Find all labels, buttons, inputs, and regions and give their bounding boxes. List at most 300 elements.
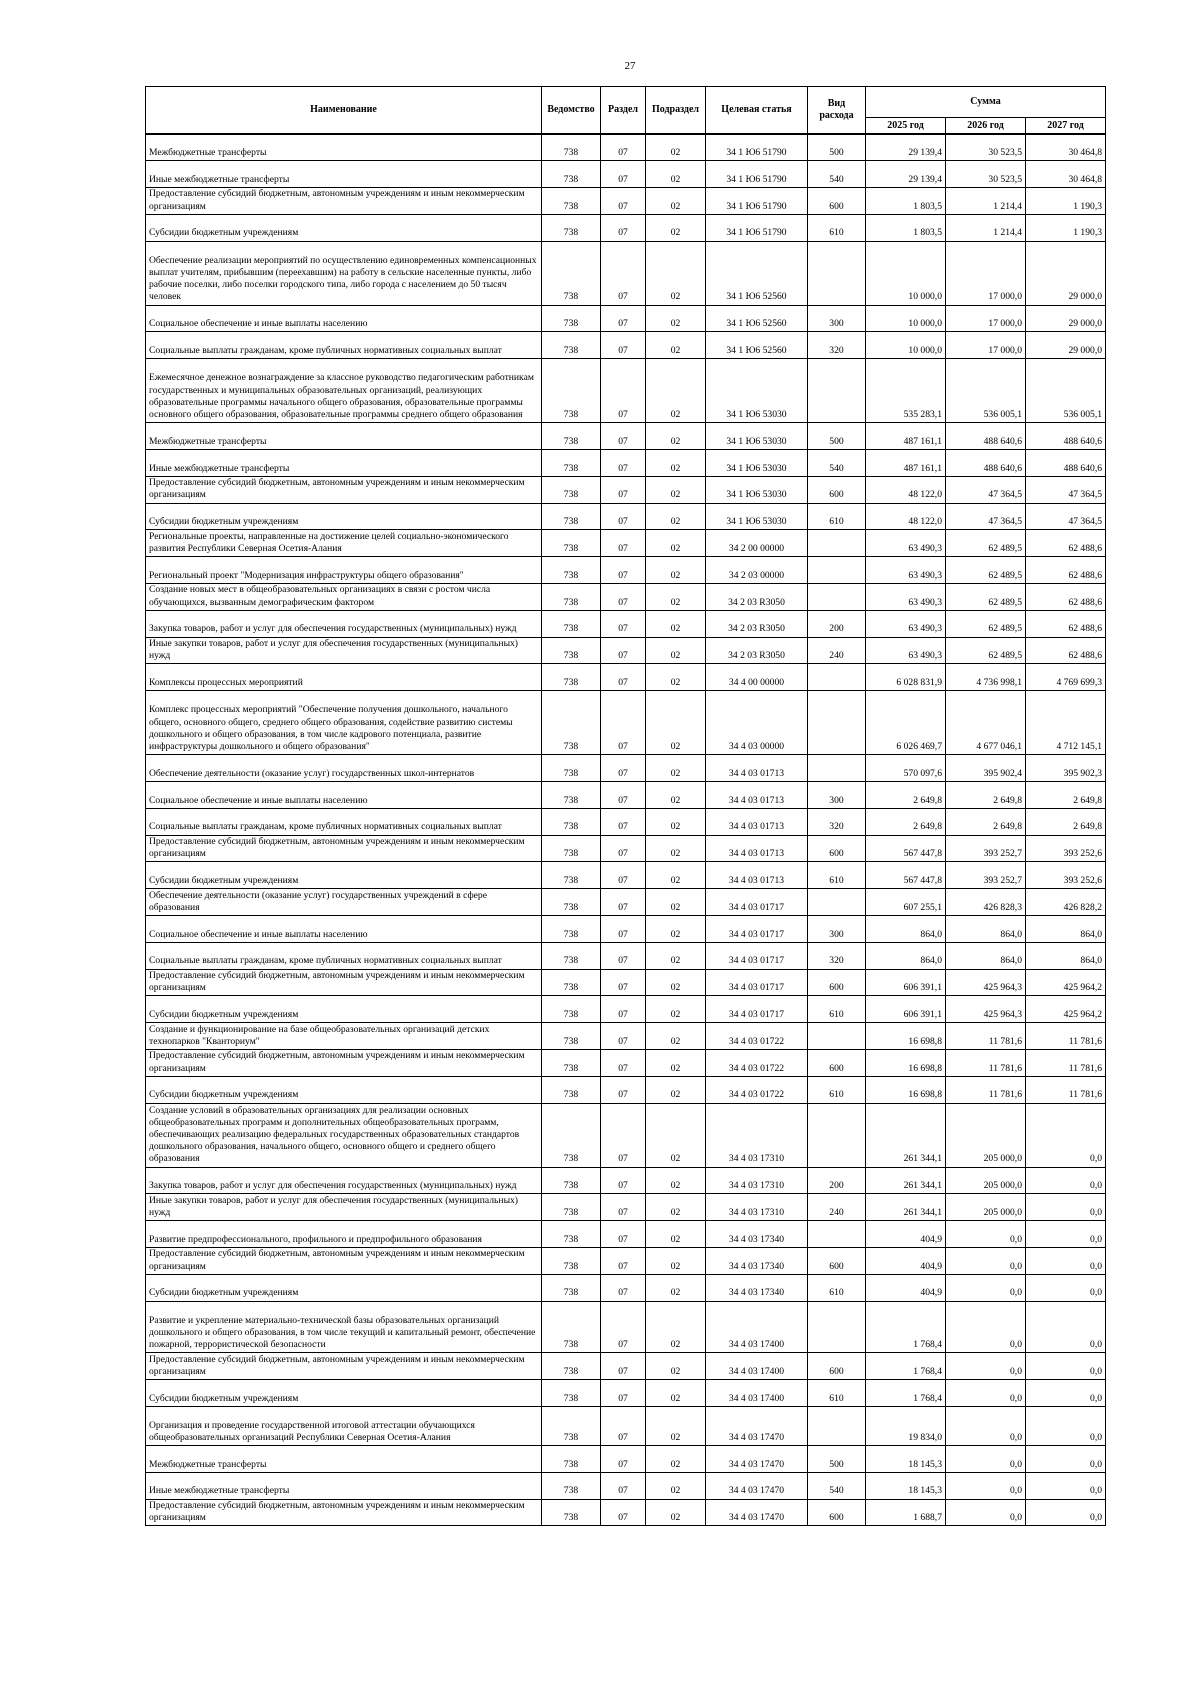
row-2027: 11 781,6 — [1026, 1050, 1106, 1077]
row-type: 600 — [808, 835, 866, 862]
row-name: Закупка товаров, работ и услуг для обеспечения государственных (муниципальных) нужд — [146, 1167, 542, 1194]
row-section: 07 — [601, 969, 646, 996]
row-2025: 2 649,8 — [866, 808, 946, 835]
row-2026: 0,0 — [946, 1221, 1026, 1248]
row-2025: 63 490,3 — [866, 557, 946, 584]
row-subsection: 02 — [646, 214, 706, 241]
row-2025: 2 649,8 — [866, 782, 946, 809]
row-name: Предоставление субсидий бюджетным, автономным учреждениям и иным некоммерческим организациям — [146, 1353, 542, 1380]
row-type: 540 — [808, 1472, 866, 1499]
row-subsection: 02 — [646, 916, 706, 943]
row-type — [808, 1301, 866, 1353]
row-name: Комплексы процессных мероприятий — [146, 664, 542, 691]
row-target: 34 4 03 01717 — [706, 889, 808, 916]
row-2026: 0,0 — [946, 1379, 1026, 1406]
row-section: 07 — [601, 996, 646, 1023]
row-section: 07 — [601, 188, 646, 215]
row-section: 07 — [601, 1301, 646, 1353]
row-2027: 4 769 699,3 — [1026, 664, 1106, 691]
row-target: 34 4 03 01722 — [706, 1076, 808, 1103]
row-2026: 0,0 — [946, 1406, 1026, 1445]
row-name: Предоставление субсидий бюджетным, автономным учреждениям и иным некоммерческим организациям — [146, 1248, 542, 1275]
row-2026: 30 523,5 — [946, 134, 1026, 161]
row-dept: 738 — [542, 503, 601, 530]
row-2025: 63 490,3 — [866, 584, 946, 611]
table-header — [146, 87, 1106, 135]
row-section: 07 — [601, 1023, 646, 1050]
table-row — [146, 1353, 1106, 1380]
row-section: 07 — [601, 835, 646, 862]
row-dept: 738 — [542, 214, 601, 241]
row-name: Развитие и укрепление материально-технической базы образовательных организаций дошкольного и общего образования, в том числе текущий и капитальный ремонт, обеспечение пожарной, террористической безопасности — [146, 1301, 542, 1353]
row-section: 07 — [601, 1248, 646, 1275]
row-name: Субсидии бюджетным учреждениям — [146, 214, 542, 241]
row-name: Развитие предпрофессионального, профильного и предпрофильного образования — [146, 1221, 542, 1248]
table-row — [146, 1406, 1106, 1445]
row-2026: 864,0 — [946, 916, 1026, 943]
row-type: 610 — [808, 503, 866, 530]
table-row — [146, 332, 1106, 359]
table-row — [146, 359, 1106, 423]
row-target: 34 1 Ю6 52560 — [706, 305, 808, 332]
row-2027: 1 190,3 — [1026, 214, 1106, 241]
row-2027: 488 640,6 — [1026, 423, 1106, 450]
row-subsection: 02 — [646, 241, 706, 305]
row-2027: 0,0 — [1026, 1353, 1106, 1380]
table-row — [146, 916, 1106, 943]
row-dept: 738 — [542, 1472, 601, 1499]
row-type: 320 — [808, 332, 866, 359]
row-2025: 16 698,8 — [866, 1050, 946, 1077]
row-name: Социальное обеспечение и иные выплаты населению — [146, 916, 542, 943]
row-subsection: 02 — [646, 862, 706, 889]
row-name: Субсидии бюджетным учреждениям — [146, 996, 542, 1023]
row-section: 07 — [601, 1167, 646, 1194]
row-2027: 536 005,1 — [1026, 359, 1106, 423]
row-subsection: 02 — [646, 584, 706, 611]
row-2025: 864,0 — [866, 942, 946, 969]
row-dept: 738 — [542, 996, 601, 1023]
row-target: 34 2 00 00000 — [706, 530, 808, 557]
row-dept: 738 — [542, 889, 601, 916]
row-2025: 487 161,1 — [866, 423, 946, 450]
row-2027: 488 640,6 — [1026, 450, 1106, 477]
row-name: Субсидии бюджетным учреждениям — [146, 1379, 542, 1406]
row-type: 300 — [808, 782, 866, 809]
row-target: 34 4 03 17340 — [706, 1248, 808, 1275]
row-2026: 1 214,4 — [946, 214, 1026, 241]
row-2027: 62 488,6 — [1026, 637, 1106, 664]
table-row — [146, 996, 1106, 1023]
row-2025: 48 122,0 — [866, 476, 946, 503]
row-section: 07 — [601, 610, 646, 637]
header-type: Вид расхода — [808, 87, 866, 135]
row-name: Создание новых мест в общеобразовательных организациях в связи с ростом числа обучающихся, вызванным демографическим фактором — [146, 584, 542, 611]
row-2025: 1 768,4 — [866, 1353, 946, 1380]
row-dept: 738 — [542, 134, 601, 161]
row-name: Субсидии бюджетным учреждениям — [146, 862, 542, 889]
row-dept: 738 — [542, 1076, 601, 1103]
row-section: 07 — [601, 1221, 646, 1248]
row-2025: 63 490,3 — [866, 610, 946, 637]
row-2027: 2 649,8 — [1026, 782, 1106, 809]
row-target: 34 4 03 01713 — [706, 755, 808, 782]
row-dept: 738 — [542, 476, 601, 503]
row-2025: 18 145,3 — [866, 1472, 946, 1499]
table-row — [146, 862, 1106, 889]
row-2027: 62 488,6 — [1026, 530, 1106, 557]
table-row — [146, 1103, 1106, 1167]
header-subsection: Подраздел — [646, 87, 706, 135]
row-name: Создание условий в образовательных организациях для реализации основных общеобразовательных программ и дополнительных общеобразовательных программ, обеспечивающих реализацию федеральных государственных образовательных стандартов дошкольного образования, начального общего, основного общего и среднего общего образования — [146, 1103, 542, 1167]
row-dept: 738 — [542, 664, 601, 691]
row-2025: 16 698,8 — [866, 1076, 946, 1103]
row-target: 34 4 00 00000 — [706, 664, 808, 691]
row-target: 34 1 Ю6 53030 — [706, 359, 808, 423]
row-subsection: 02 — [646, 476, 706, 503]
row-section: 07 — [601, 942, 646, 969]
row-2025: 567 447,8 — [866, 862, 946, 889]
row-name: Иные закупки товаров, работ и услуг для обеспечения государственных (муниципальных) нужд — [146, 637, 542, 664]
row-type: 600 — [808, 1050, 866, 1077]
row-section: 07 — [601, 161, 646, 188]
row-type: 300 — [808, 916, 866, 943]
row-target: 34 1 Ю6 51790 — [706, 188, 808, 215]
row-2025: 487 161,1 — [866, 450, 946, 477]
row-dept: 738 — [542, 1353, 601, 1380]
row-subsection: 02 — [646, 305, 706, 332]
row-2027: 0,0 — [1026, 1472, 1106, 1499]
table-row — [146, 188, 1106, 215]
row-target: 34 2 03 R3050 — [706, 610, 808, 637]
row-2025: 1 803,5 — [866, 188, 946, 215]
row-2027: 395 902,3 — [1026, 755, 1106, 782]
row-type — [808, 1221, 866, 1248]
row-name: Закупка товаров, работ и услуг для обеспечения государственных (муниципальных) нужд — [146, 610, 542, 637]
row-2027: 0,0 — [1026, 1248, 1106, 1275]
row-2026: 0,0 — [946, 1353, 1026, 1380]
row-section: 07 — [601, 214, 646, 241]
row-2025: 18 145,3 — [866, 1445, 946, 1472]
row-2025: 607 255,1 — [866, 889, 946, 916]
table-row — [146, 835, 1106, 862]
row-2025: 261 344,1 — [866, 1103, 946, 1167]
row-type: 240 — [808, 637, 866, 664]
row-2026: 17 000,0 — [946, 305, 1026, 332]
row-name: Иные межбюджетные трансферты — [146, 161, 542, 188]
row-2026: 47 364,5 — [946, 476, 1026, 503]
row-name: Межбюджетные трансферты — [146, 423, 542, 450]
row-type: 540 — [808, 161, 866, 188]
table-row — [146, 969, 1106, 996]
row-type — [808, 530, 866, 557]
row-type: 600 — [808, 188, 866, 215]
row-2027: 11 781,6 — [1026, 1023, 1106, 1050]
row-type — [808, 664, 866, 691]
row-dept: 738 — [542, 782, 601, 809]
row-2027: 393 252,6 — [1026, 835, 1106, 862]
row-target: 34 4 03 17400 — [706, 1353, 808, 1380]
row-target: 34 4 03 17400 — [706, 1379, 808, 1406]
row-target: 34 1 Ю6 53030 — [706, 503, 808, 530]
row-2026: 62 489,5 — [946, 557, 1026, 584]
row-2025: 404,9 — [866, 1221, 946, 1248]
row-dept: 738 — [542, 1023, 601, 1050]
row-2027: 30 464,8 — [1026, 134, 1106, 161]
row-name: Межбюджетные трансферты — [146, 1445, 542, 1472]
row-2027: 426 828,2 — [1026, 889, 1106, 916]
row-2026: 425 964,3 — [946, 969, 1026, 996]
row-type — [808, 1103, 866, 1167]
row-2027: 29 000,0 — [1026, 332, 1106, 359]
row-type: 200 — [808, 610, 866, 637]
row-type: 600 — [808, 1499, 866, 1526]
row-name: Обеспечение реализации мероприятий по осуществлению единовременных компенсационных выплат учителям, прибывшим (переехавшим) на работу в сельские населенные пункты, либо рабочие поселки, либо поселки городского типа, либо города с населением до 50 тысяч человек — [146, 241, 542, 305]
row-target: 34 1 Ю6 52560 — [706, 332, 808, 359]
row-2027: 0,0 — [1026, 1379, 1106, 1406]
row-2026: 0,0 — [946, 1301, 1026, 1353]
row-2027: 864,0 — [1026, 942, 1106, 969]
row-subsection: 02 — [646, 423, 706, 450]
row-target: 34 2 03 R3050 — [706, 637, 808, 664]
row-dept: 738 — [542, 862, 601, 889]
row-name: Межбюджетные трансферты — [146, 134, 542, 161]
row-type: 540 — [808, 450, 866, 477]
row-2027: 4 712 145,1 — [1026, 691, 1106, 755]
table-row — [146, 1194, 1106, 1221]
row-type: 300 — [808, 305, 866, 332]
row-name: Предоставление субсидий бюджетным, автономным учреждениям и иным некоммерческим организациям — [146, 1050, 542, 1077]
row-dept: 738 — [542, 584, 601, 611]
table-row — [146, 1221, 1106, 1248]
row-subsection: 02 — [646, 1167, 706, 1194]
row-section: 07 — [601, 1499, 646, 1526]
page-number: 27 — [624, 60, 636, 72]
table-row — [146, 1167, 1106, 1194]
row-2027: 29 000,0 — [1026, 241, 1106, 305]
row-2027: 0,0 — [1026, 1274, 1106, 1301]
row-2026: 425 964,3 — [946, 996, 1026, 1023]
table-row — [146, 450, 1106, 477]
row-2025: 1 768,4 — [866, 1301, 946, 1353]
table-row — [146, 637, 1106, 664]
row-name: Региональные проекты, направленные на достижение целей социально-экономического развития Республики Северная Осетия-Алания — [146, 530, 542, 557]
row-section: 07 — [601, 1076, 646, 1103]
row-subsection: 02 — [646, 808, 706, 835]
row-2027: 864,0 — [1026, 916, 1106, 943]
row-name: Иные закупки товаров, работ и услуг для обеспечения государственных (муниципальных) нужд — [146, 1194, 542, 1221]
row-target: 34 4 03 01717 — [706, 996, 808, 1023]
table-row — [146, 808, 1106, 835]
row-2027: 11 781,6 — [1026, 1076, 1106, 1103]
row-type: 610 — [808, 862, 866, 889]
header-dept: Ведомство — [542, 87, 601, 135]
row-2026: 0,0 — [946, 1499, 1026, 1526]
row-dept: 738 — [542, 1221, 601, 1248]
table-row — [146, 755, 1106, 782]
row-type: 200 — [808, 1167, 866, 1194]
row-target: 34 4 03 01722 — [706, 1023, 808, 1050]
row-dept: 738 — [542, 305, 601, 332]
table-row — [146, 1274, 1106, 1301]
row-target: 34 4 03 17340 — [706, 1274, 808, 1301]
table-row — [146, 305, 1106, 332]
row-section: 07 — [601, 359, 646, 423]
table-body — [146, 134, 1106, 1526]
row-dept: 738 — [542, 1301, 601, 1353]
row-2026: 488 640,6 — [946, 423, 1026, 450]
row-dept: 738 — [542, 755, 601, 782]
row-dept: 738 — [542, 1167, 601, 1194]
row-subsection: 02 — [646, 503, 706, 530]
row-2026: 4 677 046,1 — [946, 691, 1026, 755]
row-dept: 738 — [542, 557, 601, 584]
row-2026: 62 489,5 — [946, 610, 1026, 637]
row-dept: 738 — [542, 691, 601, 755]
row-name: Социальные выплаты гражданам, кроме публичных нормативных социальных выплат — [146, 808, 542, 835]
row-2026: 0,0 — [946, 1445, 1026, 1472]
row-dept: 738 — [542, 332, 601, 359]
row-section: 07 — [601, 889, 646, 916]
row-name: Организация и проведение государственной итоговой аттестации обучающихся общеобразовательных организаций Республики Северная Осетия-Алания — [146, 1406, 542, 1445]
row-subsection: 02 — [646, 1274, 706, 1301]
row-2025: 29 139,4 — [866, 161, 946, 188]
row-section: 07 — [601, 241, 646, 305]
row-2025: 261 344,1 — [866, 1167, 946, 1194]
row-subsection: 02 — [646, 664, 706, 691]
row-type: 610 — [808, 1379, 866, 1406]
row-2026: 393 252,7 — [946, 862, 1026, 889]
row-2027: 393 252,6 — [1026, 862, 1106, 889]
row-name: Комплекс процессных мероприятий "Обеспечение получения дошкольного, начального общего, основного общего, среднего общего образования, содействие развитию системы дошкольного и общего образования, в том числе кадрового потенциала, развитие инфраструктуры дошкольного и общего образования" — [146, 691, 542, 755]
row-target: 34 4 03 17310 — [706, 1194, 808, 1221]
row-2026: 488 640,6 — [946, 450, 1026, 477]
row-dept: 738 — [542, 423, 601, 450]
row-target: 34 4 03 17470 — [706, 1499, 808, 1526]
row-type — [808, 1406, 866, 1445]
row-section: 07 — [601, 1274, 646, 1301]
table-row — [146, 889, 1106, 916]
row-dept: 738 — [542, 1379, 601, 1406]
row-2026: 2 649,8 — [946, 808, 1026, 835]
row-section: 07 — [601, 423, 646, 450]
row-2027: 0,0 — [1026, 1221, 1106, 1248]
row-dept: 738 — [542, 808, 601, 835]
header-section: Раздел — [601, 87, 646, 135]
row-subsection: 02 — [646, 1050, 706, 1077]
row-section: 07 — [601, 1050, 646, 1077]
row-name: Предоставление субсидий бюджетным, автономным учреждениям и иным некоммерческим организациям — [146, 1499, 542, 1526]
row-2026: 62 489,5 — [946, 637, 1026, 664]
row-subsection: 02 — [646, 691, 706, 755]
row-dept: 738 — [542, 610, 601, 637]
row-subsection: 02 — [646, 134, 706, 161]
row-target: 34 4 03 01717 — [706, 942, 808, 969]
row-subsection: 02 — [646, 996, 706, 1023]
row-subsection: 02 — [646, 1353, 706, 1380]
row-2027: 0,0 — [1026, 1194, 1106, 1221]
row-2027: 0,0 — [1026, 1167, 1106, 1194]
row-section: 07 — [601, 1445, 646, 1472]
row-2027: 2 649,8 — [1026, 808, 1106, 835]
row-dept: 738 — [542, 161, 601, 188]
row-dept: 738 — [542, 530, 601, 557]
row-2025: 10 000,0 — [866, 241, 946, 305]
row-subsection: 02 — [646, 530, 706, 557]
row-section: 07 — [601, 450, 646, 477]
row-2027: 62 488,6 — [1026, 584, 1106, 611]
row-2026: 11 781,6 — [946, 1076, 1026, 1103]
row-2025: 29 139,4 — [866, 134, 946, 161]
row-subsection: 02 — [646, 610, 706, 637]
row-2025: 1 803,5 — [866, 214, 946, 241]
row-2026: 0,0 — [946, 1248, 1026, 1275]
table-row — [146, 782, 1106, 809]
row-type: 600 — [808, 1248, 866, 1275]
row-subsection: 02 — [646, 1248, 706, 1275]
row-2025: 606 391,1 — [866, 996, 946, 1023]
row-2026: 4 736 998,1 — [946, 664, 1026, 691]
row-dept: 738 — [542, 188, 601, 215]
row-type — [808, 691, 866, 755]
row-2027: 0,0 — [1026, 1445, 1106, 1472]
row-section: 07 — [601, 691, 646, 755]
row-2026: 2 649,8 — [946, 782, 1026, 809]
row-subsection: 02 — [646, 161, 706, 188]
row-dept: 738 — [542, 1248, 601, 1275]
row-2026: 205 000,0 — [946, 1167, 1026, 1194]
row-name: Обеспечение деятельности (оказание услуг) государственных учреждений в сфере образования — [146, 889, 542, 916]
row-subsection: 02 — [646, 835, 706, 862]
row-name: Социальные выплаты гражданам, кроме публичных нормативных социальных выплат — [146, 942, 542, 969]
row-target: 34 2 03 R3050 — [706, 584, 808, 611]
table-row — [146, 664, 1106, 691]
row-type — [808, 359, 866, 423]
row-2027: 1 190,3 — [1026, 188, 1106, 215]
row-target: 34 4 03 01717 — [706, 916, 808, 943]
row-dept: 738 — [542, 916, 601, 943]
row-name: Субсидии бюджетным учреждениям — [146, 1274, 542, 1301]
row-dept: 738 — [542, 1445, 601, 1472]
table-row — [146, 1379, 1106, 1406]
table-row — [146, 942, 1106, 969]
row-name: Иные межбюджетные трансферты — [146, 1472, 542, 1499]
row-name: Ежемесячное денежное вознаграждение за классное руководство педагогическим работникам государственных и муниципальных образовательных организаций, реализующих образовательные программы начального общего образования, образовательные программы основного общего образования, образовательные программы среднего общего образования — [146, 359, 542, 423]
row-subsection: 02 — [646, 1076, 706, 1103]
row-section: 07 — [601, 637, 646, 664]
row-2025: 570 097,6 — [866, 755, 946, 782]
row-dept: 738 — [542, 1103, 601, 1167]
header-2026: 2026 год — [946, 118, 1026, 135]
row-section: 07 — [601, 782, 646, 809]
table-row — [146, 134, 1106, 161]
row-type — [808, 889, 866, 916]
row-subsection: 02 — [646, 942, 706, 969]
row-2027: 0,0 — [1026, 1406, 1106, 1445]
row-section: 07 — [601, 1103, 646, 1167]
row-subsection: 02 — [646, 1023, 706, 1050]
row-target: 34 4 03 00000 — [706, 691, 808, 755]
row-target: 34 4 03 01713 — [706, 782, 808, 809]
row-target: 34 4 03 01713 — [706, 808, 808, 835]
row-type: 610 — [808, 996, 866, 1023]
row-subsection: 02 — [646, 332, 706, 359]
table-row — [146, 1445, 1106, 1472]
row-2025: 606 391,1 — [866, 969, 946, 996]
row-type: 600 — [808, 969, 866, 996]
row-type: 240 — [808, 1194, 866, 1221]
row-2025: 10 000,0 — [866, 305, 946, 332]
